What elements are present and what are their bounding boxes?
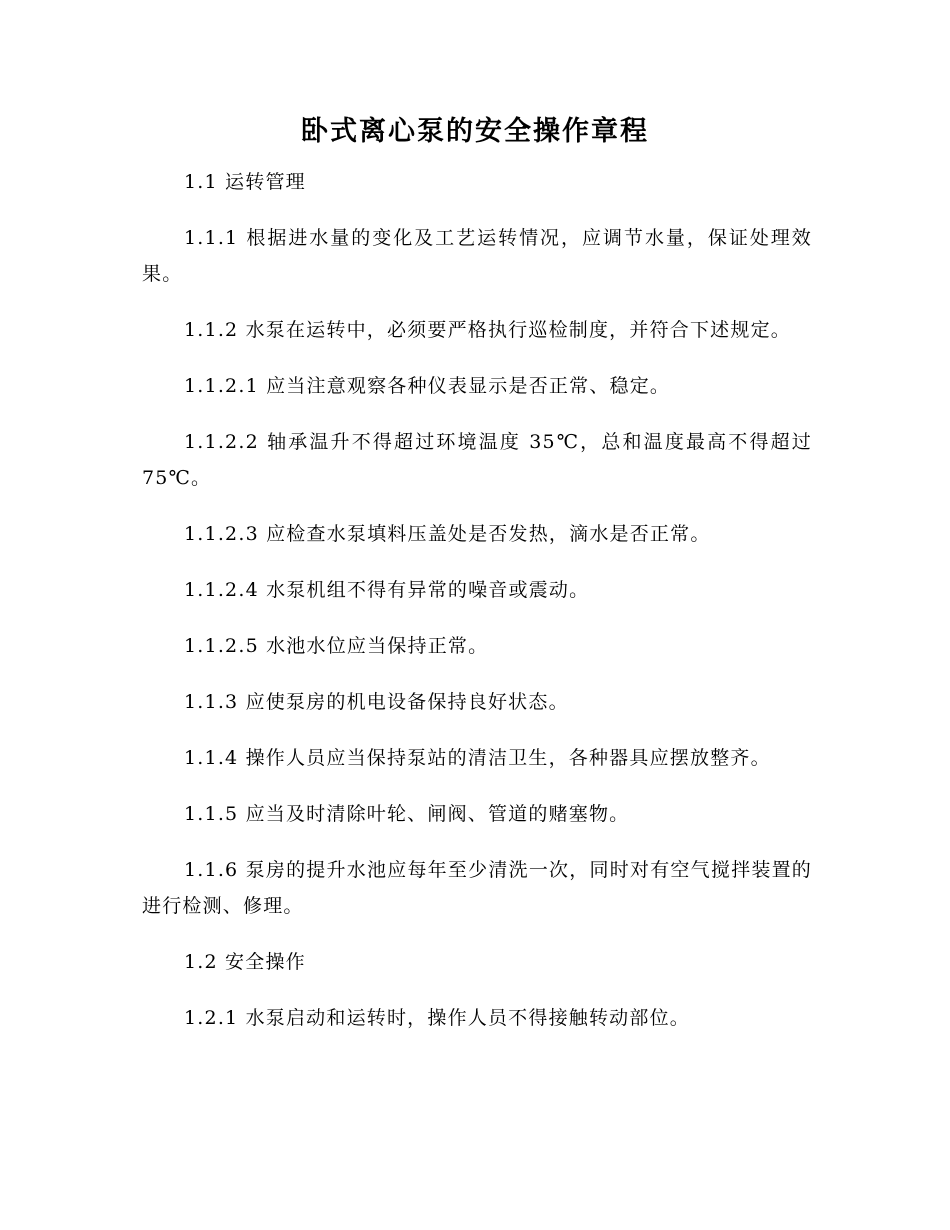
clause-1-1-4: 1.1.4 操作人员应当保持泵站的清洁卫生，各种器具应摆放整齐。 (184, 747, 771, 769)
clause-1-1-2-1: 1.1.2.1 应当注意观察各种仪表显示是否正常、稳定。 (184, 375, 671, 397)
clause-1-1-3: 1.1.3 应使泵房的机电设备保持良好状态。 (184, 691, 569, 713)
clause-1-2-1: 1.2.1 水泵启动和运转时，操作人员不得接触转动部位。 (184, 1007, 690, 1029)
section-heading-1-1: 1.1 运转管理 (184, 171, 306, 193)
clause-1-1-2-3: 1.1.2.3 应检查水泵填料压盖处是否发热，滴水是否正常。 (184, 523, 711, 545)
clause-1-1-2: 1.1.2 水泵在运转中，必须要严格执行巡检制度，并符合下述规定。 (184, 319, 791, 341)
clause-1-1-5: 1.1.5 应当及时清除叶轮、闸阀、管道的赌塞物。 (184, 803, 630, 825)
document-body (142, 164, 812, 1056)
document-title: 卧式离心泵的安全操作章程 (301, 116, 649, 147)
clause-1-1-2-2: 1.1.2.2 轴承温升不得超过环境温度 35℃，总和温度最高不得超过 75℃。 (142, 431, 812, 489)
clause-1-1-1: 1.1.1 根据进水量的变化及工艺运转情况，应调节水量，保证处理效果。 (142, 227, 812, 285)
section-heading-1-2: 1.2 安全操作 (184, 951, 306, 973)
clause-1-1-2-4: 1.1.2.4 水泵机组不得有异常的噪音或震动。 (184, 579, 590, 601)
clause-1-1-6: 1.1.6 泵房的提升水池应每年至少清洗一次，同时对有空气搅拌装置的进行检测、修理。 (142, 859, 812, 917)
clause-1-1-2-5: 1.1.2.5 水池水位应当保持正常。 (184, 635, 489, 657)
